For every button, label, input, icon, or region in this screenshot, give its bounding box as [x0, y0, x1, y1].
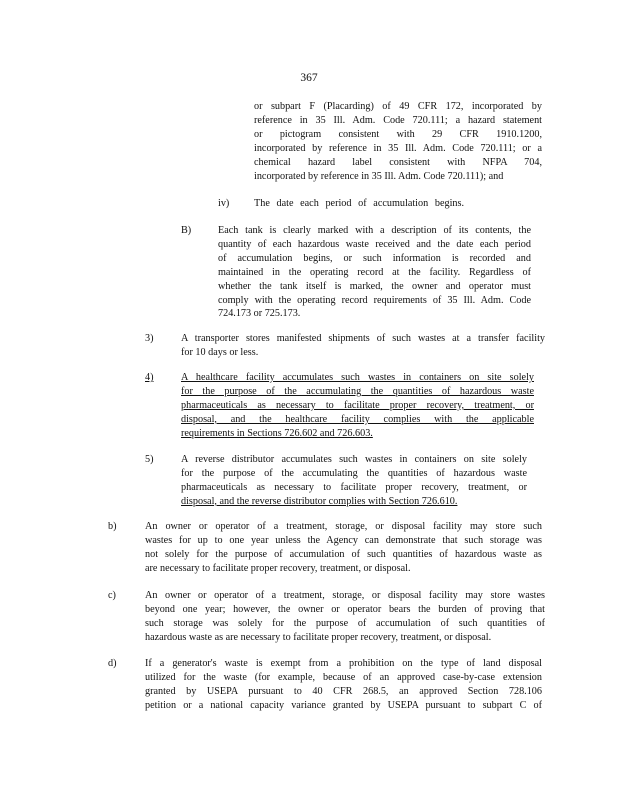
text-line: disposal, and the healthcare facility complies with the applicable — [181, 413, 534, 425]
text-line: An owner or operator of a treatment, storage, or disposal facility may store wastes — [145, 590, 545, 601]
text-line: A healthcare facility accumulates such wastes in containers on site solely — [181, 372, 534, 383]
item-5-label: 5) — [145, 454, 154, 465]
text-line: A transporter stores manifested shipments of such wastes at a transfer facility — [181, 333, 545, 344]
text-line: utilized for the waste (for example, because of an approved case-by-case extension — [145, 671, 542, 683]
text-line: chemical hazard label consistent with NFPA 704, — [254, 156, 542, 168]
item-iv-label: iv) — [218, 198, 230, 209]
text-line: for 10 days or less. — [181, 346, 259, 358]
text-line: An owner or operator of a treatment, storage, or disposal facility may store such — [145, 521, 542, 532]
item-iv-text — [254, 197, 464, 211]
item-b-label: b) — [108, 521, 117, 532]
text-line: pharmaceuticals as necessary to facilitate proper recovery, treatment, or — [181, 481, 527, 493]
text-line: If a generator's waste is exempt from a prohibition on the type of land disposal — [145, 658, 542, 669]
item-c-text — [145, 589, 545, 645]
text-line: maintained in the operating record at the facility. Regardless of — [218, 266, 531, 278]
item-B-text — [218, 224, 531, 321]
text-line: such storage was solely for the purpose of accumulation of such quantities of — [145, 617, 545, 629]
text-line: 724.173 or 725.173. — [218, 308, 301, 320]
text-line: incorporated by reference in 35 Ill. Adm. Code 720.111); and — [254, 170, 504, 182]
item-d-label: d) — [108, 658, 117, 669]
item-d-text — [145, 657, 542, 713]
item-c-label: c) — [108, 590, 116, 601]
text-line: A reverse distributor accumulates such wastes in containers on site solely — [181, 454, 527, 465]
text-line: hazardous waste as are necessary to facilitate proper recovery, treatment, or disposal. — [145, 631, 492, 643]
text-line: for the purpose of the accumulating the quantities of hazardous waste — [181, 467, 527, 479]
subpart-reference-text — [254, 100, 542, 183]
page-number: 367 — [300, 72, 318, 84]
item-3-text — [181, 332, 545, 360]
text-line: petition or a national capacity variance granted by USEPA pursuant to subpart C of — [145, 699, 542, 711]
text-line: quantity of each hazardous waste received and the date each period — [218, 238, 531, 250]
text-line: comply with the operating record requirements of 35 Ill. Adm. Code — [218, 294, 531, 306]
item-B-label: B) — [181, 225, 192, 236]
text-line: wastes for up to one year unless the Agency can demonstrate that such storage was — [145, 534, 542, 546]
text-line: pharmaceuticals as necessary to facilitate proper recovery, treatment, or — [181, 399, 534, 411]
item-5-text — [181, 453, 527, 509]
text-line: incorporated by reference in 35 Ill. Adm. Code 720.111; or a — [254, 142, 542, 154]
text-line: requirements in Sections 726.602 and 726.603. — [181, 427, 373, 439]
text-line: not solely for the purpose of accumulation of such quantities of hazardous waste as — [145, 548, 542, 560]
text-line: or pictogram consistent with 29 CFR 1910.1200, — [254, 128, 542, 140]
text-line: beyond one year; however, the owner or operator bears the burden of proving that — [145, 603, 545, 615]
item-4-label: 4) — [145, 372, 154, 383]
text-line: are necessary to facilitate proper recovery, treatment, or disposal. — [145, 562, 411, 574]
text-line: for the purpose of the accumulating the quantities of hazardous waste — [181, 385, 534, 397]
item-3-label: 3) — [145, 333, 154, 344]
text-line: or subpart F (Placarding) of 49 CFR 172, incorporated by — [254, 101, 542, 112]
text-line: whether the tank itself is marked, the owner and operator must — [218, 280, 531, 292]
text-line: of accumulation begins, or such information is recorded and — [218, 252, 531, 264]
item-b-text — [145, 520, 542, 576]
text-line: The date each period of accumulation begins. — [254, 198, 464, 209]
text-line: disposal, and the reverse distributor complies with Section 726.610. — [181, 495, 458, 507]
item-4-text — [181, 371, 534, 441]
text-line: reference in 35 Ill. Adm. Code 720.111; a hazard statement — [254, 114, 542, 126]
text-line: granted by USEPA pursuant to 40 CFR 268.5, an approved Section 728.106 — [145, 685, 542, 697]
text-line: Each tank is clearly marked with a description of its contents, the — [218, 225, 531, 236]
